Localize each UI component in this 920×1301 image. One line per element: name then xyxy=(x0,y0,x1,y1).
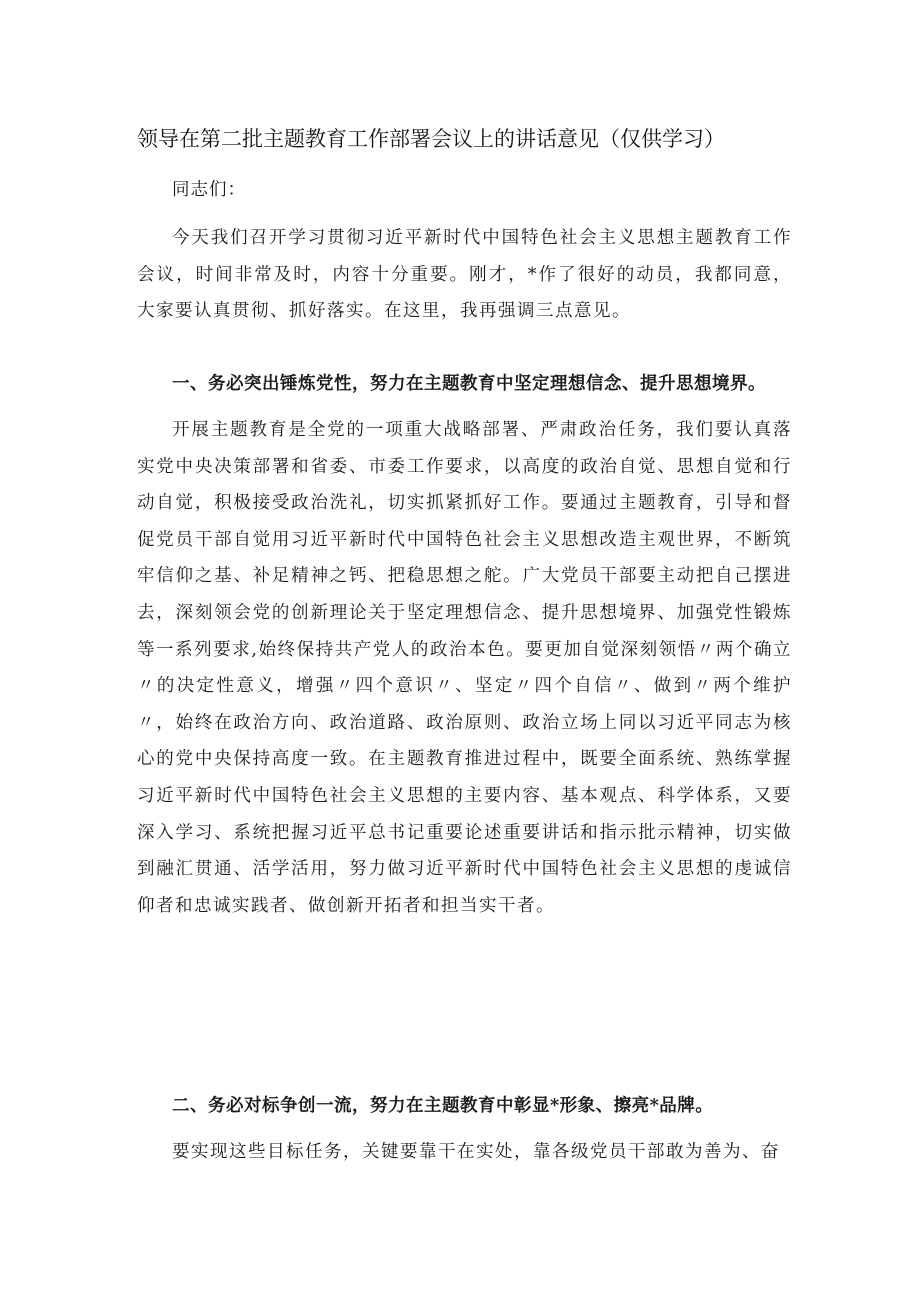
greeting: 同志们： xyxy=(172,180,246,200)
paragraph-section-2: 要实现这些目标任务，关键要靠干在实处，靠各级党员干部敢为善为、奋 xyxy=(172,1142,780,1162)
section-heading-1: 一、务必突出锤炼党性，努力在主题教育中坚定理想信念、提升思想境界。 xyxy=(172,374,766,394)
paragraph-intro: 今天我们召开学习贯彻习近平新时代中国特色社会主义思想主题教育工作会议，时间非常及时，内容十分重要。刚才，*作了很好的动员，我都同意，大家要认真贯彻、抓好落实。在这里，我再强调三点意见。 xyxy=(137,228,792,322)
paragraph-section-1: 开展主题教育是全党的一项重大战略部署、严肃政治任务，我们要认真落实党中央决策部署和省委、市委工作要求，以高度的政治自觉、思想自觉和行动自觉，积极接受政治洗礼，切实抓紧抓好工作。要通过主题教育，引导和督促党员干部自觉用习近平新时代中国特色社会主义思想改造主观世界，不断筑牢信仰之基、补足精神之钙、把稳思想之舵。广大党员干部要主动把自己摆进去，深刻领会党的创新理论关于坚定理想信念、提升思想境界、加强党性锻炼等一系列要求,始终保持共产党人的政治本色。要更加自觉深刻领悟〃两个确立〃的决定性意义，增强〃四个意识〃、坚定〃四个自信〃、做到〃两个维护〃，始终在政治方向、政治道路、政治原则、政治立场上同以习近平同志为核心的党中央保持高度一致。在主题教育推进过程中，既要全面系统、熟练掌握习近平新时代中国特色社会主义思想的主要内容、基本观点、科学体系，又要深入学习、系统把握习近平总书记重要论述重要讲话和指示批示精神，切实做到融汇贯通、活学活用，努力做习近平新时代中国特色社会主义思想的虔诚信仰者和忠诚实践者、做创新开拓者和担当实干者。 xyxy=(137,420,792,916)
section-heading-2: 二、务必对标争创一流，努力在主题教育中彰显*形象、擦亮*品牌。 xyxy=(172,1096,714,1116)
document-title: 领导在第二批主题教育工作部署会议上的讲话意见（仅供学习） xyxy=(137,127,725,151)
